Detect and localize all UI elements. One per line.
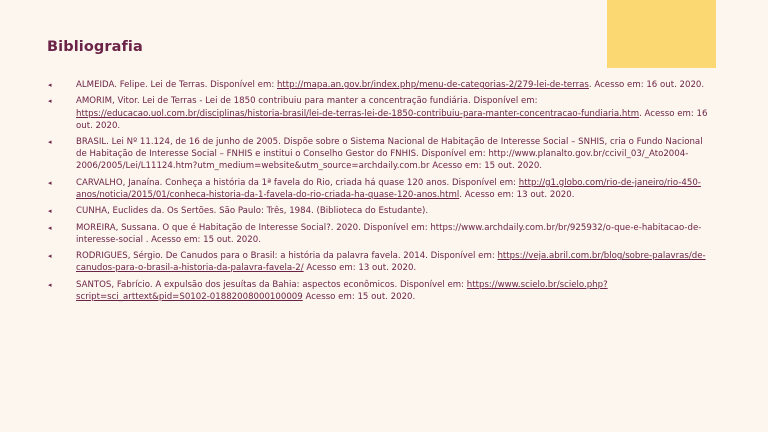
reference-text: CARVALHO, Janaína. Conheça a história da 1ª favela do Rio, criada há quase 120 anos. Disponível em:	[76, 177, 519, 188]
reference-item	[48, 279, 708, 303]
reference-item	[48, 222, 708, 246]
reference-link[interactable]: http://mapa.an.gov.br/index.php/menu-de-categorias-2/279-lei-de-terras	[276, 80, 589, 90]
reference-text: RODRIGUES, Sérgio. De Canudos para o Brasil: a história da palavra favela. 2014. Disponível em:	[76, 251, 498, 261]
bullet-arrow-icon: ◂	[48, 97, 52, 106]
reference-link[interactable]: https://veja.abril.com.br/blog/sobre-palavras/de-canudos-para-o-brasil-a-historia-da-palavra-favela-2/	[76, 251, 706, 274]
reference-access-date: . Acesso em: 16 out. 2020.	[588, 80, 705, 90]
reference-text: BRASIL. Lei Nº 11.124, de 16 de junho de 2005. Dispõe sobre o Sistema Nacional de Habitação de Interesse Social – SNHIS, cria o Fundo Nacional de Habitação de Interesse Social – FNHIS e institui o Conselho Gestor do FNHIS. Disponível em: http://www.planalto.gov.br/ccivil_03/_Ato2004-2006/2005/Lei/L11124.htm?utm_medium=website&utm_source=archdaily.com.br Acesso em: 15 out. 2020.	[76, 137, 703, 172]
reference-access-date: . Acesso em: 13 out. 2020.	[459, 189, 575, 200]
bullet-arrow-icon: ◂	[48, 223, 52, 232]
accent-block	[607, 0, 716, 68]
page-title: Bibliografia	[47, 39, 143, 55]
bullet-arrow-icon: ◂	[48, 252, 52, 260]
reference-access-date: Acesso em: 15 out. 2020.	[302, 291, 416, 302]
bullet-arrow-icon: ◂	[48, 138, 52, 146]
reference-item	[48, 177, 708, 201]
reference-text: ALMEIDA. Felipe. Lei de Terras. Disponível em:	[76, 80, 277, 90]
reference-item	[48, 79, 708, 91]
reference-access-date: . Acesso em: 16 out. 2020.	[76, 108, 708, 131]
bullet-arrow-icon: ◂	[48, 207, 52, 216]
reference-link[interactable]: http://g1.globo.com/rio-de-janeiro/rio-450-anos/noticia/2015/01/conheca-historia-da-1-favela-do-rio-criada-ha-quase-120-anos.html	[76, 177, 701, 200]
reference-link[interactable]: https://www.scielo.br/scielo.php?script=sci_arttext&pid=S0102-01882008000100009	[76, 279, 608, 302]
bullet-arrow-icon: ◂	[48, 280, 52, 289]
reference-list	[48, 79, 708, 307]
reference-text: AMORIM, Vitor. Lei de Terras - Lei de 1850 contribuiu para manter a concentração fundiária. Disponível em:	[76, 96, 538, 107]
reference-link[interactable]: https://educacao.uol.com.br/disciplinas/historia-brasil/lei-de-terras-lei-de-1850-contribuiu-para-manter-concentracao-fundiaria.htm	[76, 108, 640, 119]
reference-item	[48, 205, 708, 217]
reference-item	[48, 95, 708, 132]
reference-text: SANTOS, Fabrício. A expulsão dos jesuítas da Bahia: aspectos econômicos. Disponível em:	[76, 279, 467, 290]
reference-access-date: Acesso em: 13 out. 2020.	[303, 263, 417, 274]
reference-item	[48, 136, 708, 173]
reference-item	[48, 250, 708, 274]
bullet-arrow-icon: ◂	[48, 178, 52, 187]
bullet-arrow-icon: ◂	[48, 81, 52, 89]
reference-text: CUNHA, Euclides da. Os Sertões. São Paulo: Três, 1984. (Biblioteca do Estudante).	[76, 206, 429, 217]
reference-text: MOREIRA, Sussana. O que é Habitação de Interesse Social?. 2020. Disponível em: https://www.archdaily.com.br/br/925932/o-que-e-habitacao-de-interesse-social . Acesso em: 15 out. 2020.	[76, 222, 702, 245]
